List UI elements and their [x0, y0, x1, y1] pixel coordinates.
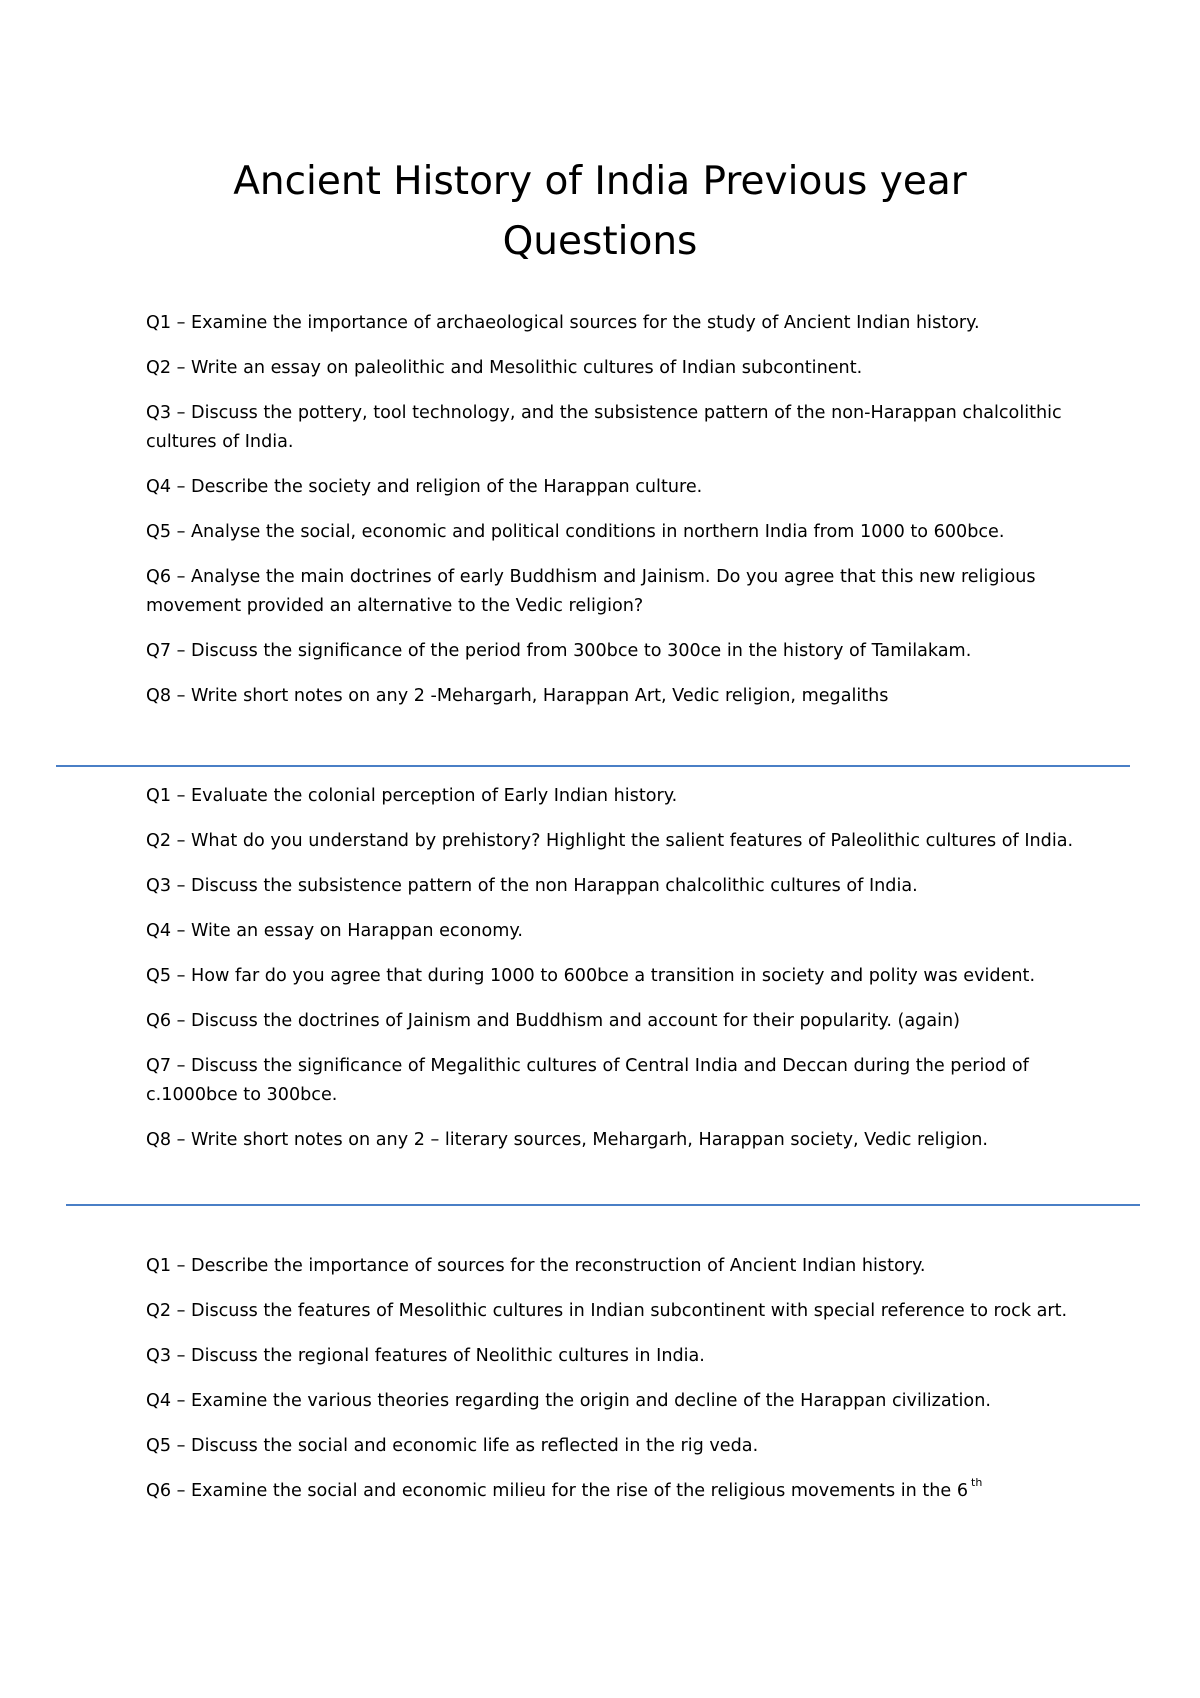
question-item: Q1 – Describe the importance of sources for the reconstruction of Ancient Indian history.	[146, 1256, 926, 1276]
question-item: Q5 – Analyse the social, economic and political conditions in northern India from 1000 to 600bce.	[146, 522, 1005, 542]
question-set-2	[146, 782, 1076, 1171]
question-item: Q4 – Examine the various theories regarding the origin and decline of the Harappan civilization.	[146, 1391, 991, 1411]
question-item: Q2 – What do you understand by prehistory? Highlight the salient features of Paleolithic cultures of India.	[146, 831, 1074, 851]
section-divider	[56, 765, 1130, 767]
question-item: Q4 – Describe the society and religion of the Harappan culture.	[146, 477, 703, 497]
question-item: Q1 – Evaluate the colonial perception of Early Indian history.	[146, 786, 678, 806]
question-item: Q5 – How far do you agree that during 1000 to 600bce a transition in society and polity was evident.	[146, 966, 1036, 986]
question-item: Q1 – Examine the importance of archaeological sources for the study of Ancient Indian history.	[146, 313, 980, 333]
document-title	[0, 152, 1200, 272]
question-item: Q3 – Discuss the subsistence pattern of the non Harappan chalcolithic cultures of India.	[146, 876, 918, 896]
section-divider	[66, 1204, 1140, 1206]
question-set-3	[146, 1252, 1076, 1522]
question-text: Q6 – Examine the social and economic milieu for the rise of the religious movements in the 6	[146, 1481, 969, 1501]
question-item: Q2 – Discuss the features of Mesolithic cultures in Indian subcontinent with special reference to rock art.	[146, 1301, 1068, 1321]
question-item: Q2 – Write an essay on paleolithic and Mesolithic cultures of Indian subcontinent.	[146, 358, 863, 378]
title-line-1: Ancient History of India Previous year	[233, 159, 967, 204]
question-item	[146, 1477, 1076, 1506]
question-item: Q6 – Analyse the main doctrines of early Buddhism and Jainism. Do you agree that this new religious movement provided an alternative to the Vedic religion?	[146, 567, 1036, 616]
question-item: Q7 – Discuss the significance of the period from 300bce to 300ce in the history of Tamilakam.	[146, 641, 972, 661]
question-item: Q3 – Discuss the regional features of Neolithic cultures in India.	[146, 1346, 705, 1366]
question-item: Q6 – Discuss the doctrines of Jainism and Buddhism and account for their popularity. (again)	[146, 1011, 961, 1031]
title-line-2: Questions	[502, 219, 698, 264]
question-item: Q8 – Write short notes on any 2 – literary sources, Mehargarh, Harappan society, Vedic religion.	[146, 1130, 989, 1150]
question-set-1	[146, 309, 1076, 727]
superscript-th: th	[971, 1476, 983, 1489]
question-item: Q7 – Discuss the significance of Megalithic cultures of Central India and Deccan during the period of c.1000bce to 300bce.	[146, 1056, 1029, 1105]
question-item: Q8 – Write short notes on any 2 -Mehargarh, Harappan Art, Vedic religion, megaliths	[146, 686, 889, 706]
question-item: Q5 – Discuss the social and economic life as reflected in the rig veda.	[146, 1436, 759, 1456]
question-item: Q3 – Discuss the pottery, tool technology, and the subsistence pattern of the non-Harappan chalcolithic cultures of India.	[146, 403, 1062, 452]
question-item: Q4 – Wite an essay on Harappan economy.	[146, 921, 523, 941]
